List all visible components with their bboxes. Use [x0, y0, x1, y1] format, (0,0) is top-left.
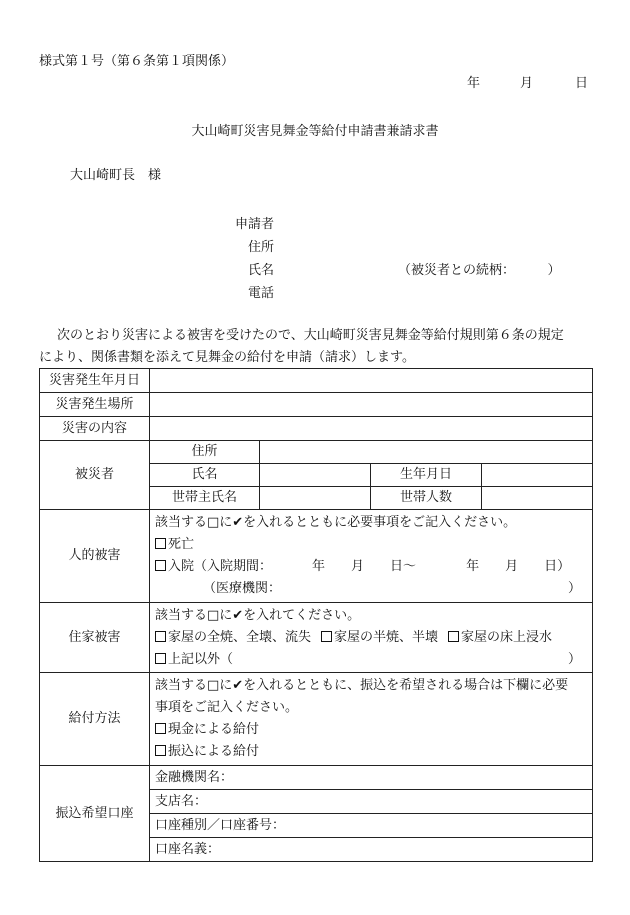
date-year-label: 年 [467, 76, 481, 91]
addressee: 大山崎町長 様 [70, 168, 162, 183]
hospital-month-from: 月 [351, 559, 365, 574]
account-type-field[interactable] [150, 814, 593, 838]
date-day-label: 日 [575, 76, 589, 91]
hospital-label: 入院（入院期間： [168, 559, 273, 574]
disaster-place-label: 災害発生場所 [40, 393, 150, 417]
victim-name-label: 氏名 [150, 464, 260, 487]
house-damage-label: 住家被害 [40, 603, 150, 673]
transfer-label: 振込による給付 [168, 744, 260, 759]
date-month-label: 月 [520, 76, 534, 91]
payment-method-cell [150, 673, 593, 766]
householder-label: 世帯主氏名 [150, 487, 260, 510]
hospital-day-to: 日） [544, 559, 571, 574]
victim-label: 被災者 [40, 441, 150, 510]
house-damage-instruction: 該当する□に✔を入れてください。 [155, 607, 361, 623]
applicant-phone-label: 電話 [248, 286, 275, 301]
form-title: 大山崎町災害見舞金等給付申請書兼請求書 [191, 124, 439, 139]
intro-line-1: 次のとおり災害による被害を受けたので、大山崎町災害見舞金等給付規則第６条の規定 [57, 328, 564, 343]
hospital-option[interactable] [155, 556, 587, 578]
intro-line-2: により、関係書類を添えて見舞金の給付を申請（請求）します。 [39, 350, 415, 365]
form-number: 様式第１号（第６条第１項関係） [39, 54, 235, 69]
human-damage-cell [150, 510, 593, 603]
payment-instruction-2: 事項をご記入ください。 [155, 700, 299, 715]
house-opt1-checkbox[interactable] [155, 631, 166, 642]
institution-line [155, 578, 587, 600]
disaster-date-field[interactable] [150, 369, 593, 393]
household-count-field[interactable] [482, 487, 593, 510]
hospital-checkbox[interactable] [155, 560, 166, 571]
house-other-option[interactable] [155, 649, 587, 671]
victim-address-field[interactable] [260, 441, 593, 464]
cash-label: 現金による給付 [168, 722, 260, 737]
transfer-option[interactable] [155, 741, 587, 763]
victim-birthdate-label: 生年月日 [371, 464, 482, 487]
house-opt2-label: 家屋の半焼、半壊 [334, 629, 439, 645]
disaster-content-field[interactable] [150, 417, 593, 441]
bank-name-label: 金融機関名： [155, 769, 234, 785]
house-opt3-label: 家屋の床上浸水 [461, 629, 553, 645]
victim-name-field[interactable] [260, 464, 371, 487]
household-count-label: 世帯人数 [371, 487, 482, 510]
house-opt3-checkbox[interactable] [448, 631, 459, 642]
application-table [39, 368, 593, 862]
hospital-day-from: 日〜 [390, 559, 417, 574]
victim-birthdate-field[interactable] [482, 464, 593, 487]
house-other-checkbox[interactable] [155, 653, 166, 664]
victim-address-label: 住所 [150, 441, 260, 464]
hospital-month-to: 月 [505, 559, 519, 574]
applicant-relation-label: （被災者との続柄： ） [398, 263, 561, 278]
bank-name-field[interactable] [150, 766, 593, 790]
householder-field[interactable] [260, 487, 371, 510]
account-holder-label: 口座名義： [155, 841, 221, 857]
human-damage-instruction: 該当する□に✔を入れるとともに必要事項をご記入ください。 [155, 515, 517, 530]
death-option[interactable] [155, 534, 587, 556]
disaster-date-label: 災害発生年月日 [40, 369, 150, 393]
bank-account-label: 振込希望口座 [40, 766, 150, 862]
branch-label: 支店名： [155, 793, 208, 809]
hospital-year-from: 年 [312, 559, 326, 574]
hospital-year-to: 年 [466, 559, 480, 574]
payment-method-label: 給付方法 [40, 673, 150, 766]
institution-label: （医療機関： [203, 581, 282, 596]
house-damage-cell [150, 603, 593, 673]
house-damage-options [155, 627, 587, 649]
house-opt2-checkbox[interactable] [321, 631, 332, 642]
transfer-checkbox[interactable] [155, 745, 166, 756]
death-label: 死亡 [168, 537, 195, 552]
human-damage-label: 人的被害 [40, 510, 150, 603]
applicant-name-label: 氏名 [248, 263, 275, 278]
disaster-place-field[interactable] [150, 393, 593, 417]
house-opt1-label: 家屋の全焼、全壊、流失 [168, 629, 312, 645]
cash-checkbox[interactable] [155, 723, 166, 734]
house-other-close: ） [567, 651, 581, 667]
cash-option[interactable] [155, 719, 587, 741]
branch-field[interactable] [150, 790, 593, 814]
account-type-label: 口座種別／口座番号： [155, 817, 286, 833]
account-holder-field[interactable] [150, 838, 593, 862]
applicant-address-label: 住所 [248, 240, 275, 255]
applicant-heading: 申請者 [235, 217, 275, 232]
house-other-label: 上記以外（ [168, 651, 234, 667]
death-checkbox[interactable] [155, 538, 166, 549]
institution-close: ） [567, 581, 581, 596]
disaster-content-label: 災害の内容 [40, 417, 150, 441]
payment-instruction-1: 該当する□に✔を入れるとともに、振込を希望される場合は下欄に必要 [155, 678, 569, 693]
